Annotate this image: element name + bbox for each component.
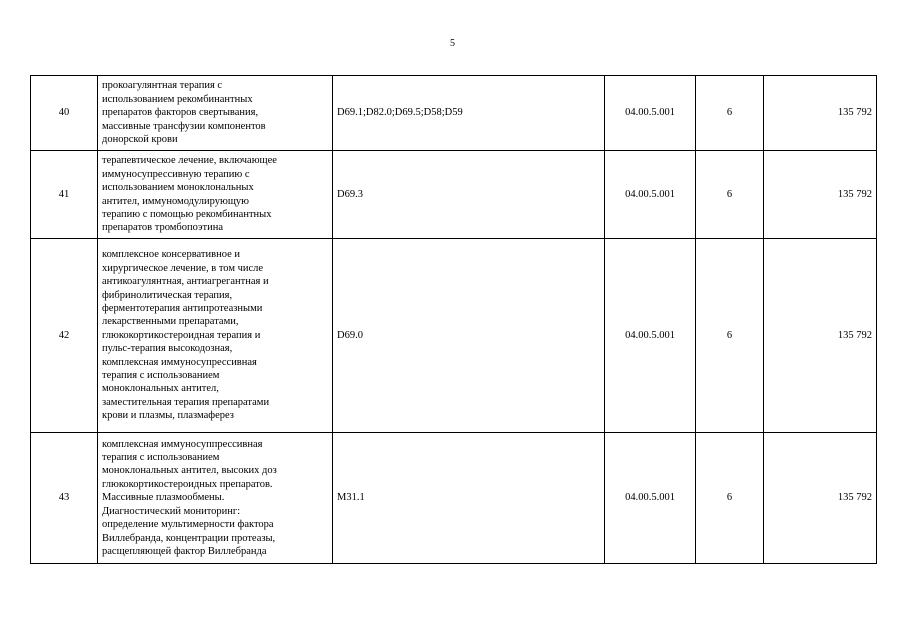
description-line: донорской крови [102,134,178,146]
table-row [31,239,877,433]
treatment-description [98,433,333,564]
row-number: 42 [31,239,98,433]
price-value: 135 792 [764,76,877,151]
price-value: 135 792 [764,151,877,239]
description-line: комплексное консервативное и [102,249,240,261]
treatment-table [30,75,877,564]
description-line: Виллебранда, концентрации протеазы, [102,532,276,544]
description-line: глюкокортикостероидных препаратов. [102,478,273,490]
group-number: 6 [696,433,764,564]
method-code: 04.00.5.001 [605,76,696,151]
description-line: Диагностический мониторинг: [102,505,241,517]
method-code: 04.00.5.001 [605,239,696,433]
description-line: использованием моноклональных [102,182,254,194]
icd-codes: D69.1;D82.0;D69.5;D58;D59 [333,76,605,151]
description-line: иммуносупрессивную терапию с [102,168,250,180]
group-number: 6 [696,76,764,151]
price-value: 135 792 [764,433,877,564]
table-row [31,433,877,564]
row-number: 41 [31,151,98,239]
description-line: антикоагулянтная, антиагрегантная и [102,276,269,288]
row-number: 43 [31,433,98,564]
group-number: 6 [696,151,764,239]
icd-codes: D69.3 [333,151,605,239]
description-line: терапевтическое лечение, включающее [102,155,277,167]
treatment-description [98,151,333,239]
treatment-description [98,76,333,151]
description-line: массивные трансфузии компонентов [102,120,266,132]
page-number: 5 [450,38,455,49]
table-row [31,76,877,151]
group-number: 6 [696,239,764,433]
description-line: терапия с использованием [102,452,220,464]
description-line: моноклональных антител, высоких доз [102,465,277,477]
description-line: препаратов тромбопоэтина [102,222,223,234]
description-line: прокоагулянтная терапия с [102,80,223,92]
description-line: комплексная иммуносупрессивная [102,356,257,368]
description-line: заместительная терапия препаратами [102,396,270,408]
description-line: препаратов факторов свертывания, [102,107,259,119]
description-line: лекарственными препаратами, [102,316,239,328]
description-line: ферментотерапия антипротеазными [102,302,263,314]
description-line: глюкокортикостероидная терапия и [102,329,261,341]
table-row [31,151,877,239]
icd-codes: D69.0 [333,239,605,433]
description-line: хирургическое лечение, в том числе [102,262,264,274]
method-code: 04.00.5.001 [605,151,696,239]
description-line: антител, иммуномодулирующую [102,195,250,207]
description-line: крови и плазмы, плазмаферез [102,410,234,422]
description-line: терапия с использованием [102,370,220,382]
row-number: 40 [31,76,98,151]
description-line: использованием рекомбинантных [102,93,253,105]
description-line: Массивные плазмообмены. [102,492,225,504]
description-line: моноклональных антител, [102,383,219,395]
description-line: расщепляющей фактор Виллебранда [102,545,267,557]
icd-codes: M31.1 [333,433,605,564]
price-value: 135 792 [764,239,877,433]
description-line: определение мультимерности фактора [102,519,274,531]
description-line: комплексная иммуносуппрессивная [102,438,263,450]
description-line: фибринолитическая терапия, [102,289,233,301]
method-code: 04.00.5.001 [605,433,696,564]
description-line: пульс-терапия высокодозная, [102,343,233,355]
treatment-description [98,239,333,433]
description-line: терапию с помощью рекомбинантных [102,208,272,220]
